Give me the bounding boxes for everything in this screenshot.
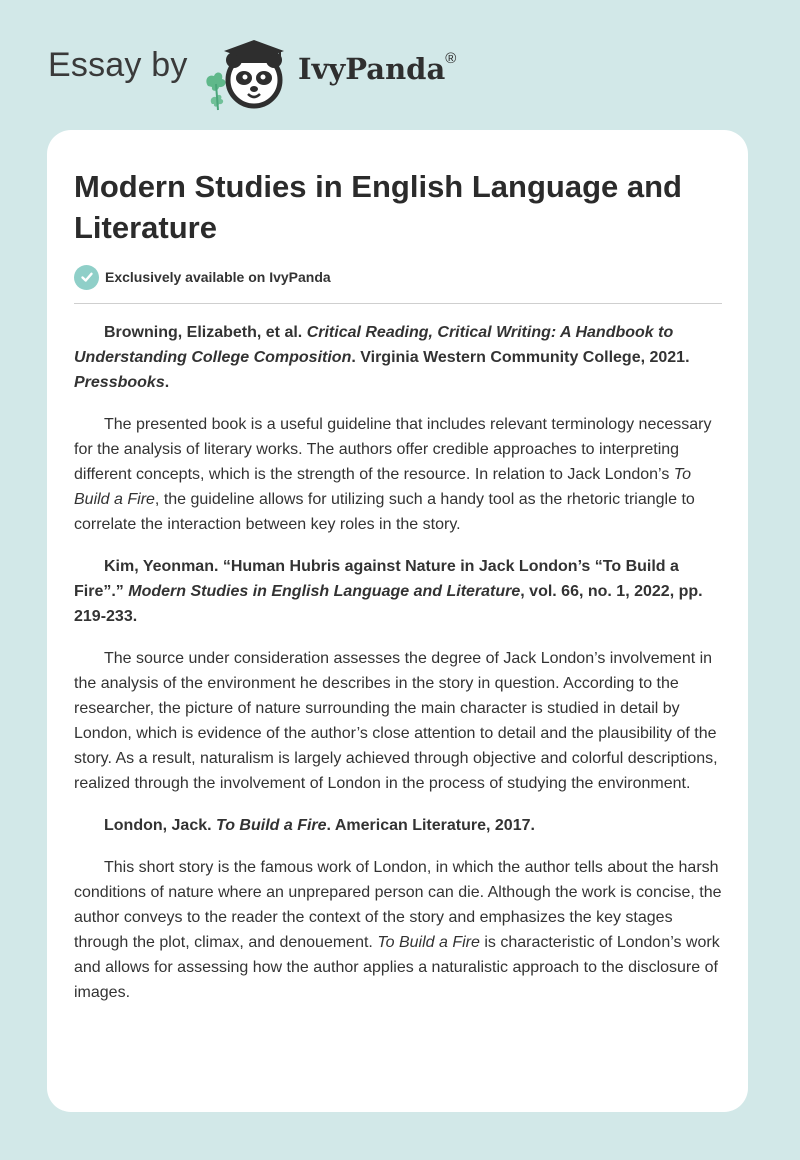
registered-mark: ® — [445, 50, 457, 67]
badge-label: Exclusively available on IvyPanda — [105, 269, 331, 285]
reference-entry-3 — [74, 813, 722, 838]
exclusive-badge — [74, 264, 331, 290]
annotation-text: is characteristic of London’s work and allows for assessing how the author applies a naturalistic approach to the disclosure of images. — [74, 934, 720, 1001]
annotation-text: The source under consideration assesses the degree of Jack London’s involvement in the analysis of the environment he describes in the story in question. According to the researcher, the picture of nature surrounding the main character is studied in detail by London, which is evidence of the author’s close attention to detail and the plausibility of the story. As a result, naturalism is largely achieved through objective and colorful descriptions, realized through the involvement of London in the process of studying the environment. — [74, 650, 718, 792]
essay-card — [47, 130, 748, 1112]
reference-text: . — [164, 374, 170, 391]
reference-text: Kim, Yeonman. “Human Hubris against Nature in Jack London’s “To Build a Fire”.” — [74, 558, 679, 600]
reference-text: , vol. 66, no. 1, 2022, pp. 219-233. — [74, 583, 703, 625]
check-icon — [74, 265, 99, 290]
panda-logo-icon — [202, 34, 290, 112]
divider — [74, 303, 722, 304]
annotation-title: To Build a Fire — [74, 466, 691, 508]
reference-text: Browning, Elizabeth, et al. — [104, 324, 307, 341]
page-title: Modern Studies in English Language and Literature — [74, 169, 682, 245]
annotation-paragraph-3 — [74, 855, 722, 1005]
reference-text: . American Literature, 2017. — [326, 817, 535, 834]
ivypanda-wordmark — [298, 52, 456, 86]
annotation-paragraph-2 — [74, 646, 722, 796]
reference-text: . Virginia Western Community College, 2021. — [351, 349, 690, 366]
essay-by-label: Essay by — [48, 46, 188, 84]
annotation-title: To Build a Fire — [377, 934, 480, 951]
reference-title: Modern Studies in English Language and Literature — [128, 583, 521, 600]
reference-text: London, Jack. — [104, 817, 217, 834]
ivypanda-name: IvyPanda — [298, 52, 446, 86]
reference-title: Critical Reading, Critical Writing: A Handbook to Understanding College Composition — [74, 324, 674, 366]
annotation-text: The presented book is a useful guideline that includes relevant terminology necessary for the analysis of literary works. The authors offer credible approaches to interpreting different concepts, which is the strength of the resource. In relation to Jack London’s — [74, 416, 712, 483]
annotation-paragraph-1 — [74, 412, 722, 537]
reference-entry-2 — [74, 554, 722, 629]
annotation-text: This short story is the famous work of London, in which the author tells about the harsh conditions of nature where an unprepared person can die. Although the work is concise, the author conveys to the reader the context of the story and emphasizes the key stages through the plot, climax, and denouement. — [74, 859, 722, 951]
annotated-bibliography — [74, 320, 722, 1022]
reference-title: Pressbooks — [74, 374, 165, 391]
reference-entry-1 — [74, 320, 722, 395]
brand-header — [48, 34, 488, 114]
reference-title: To Build a Fire — [216, 817, 327, 834]
annotation-text: , the guideline allows for utilizing such a handy tool as the rhetoric triangle to correlate the interaction between key roles in the story. — [74, 491, 695, 533]
